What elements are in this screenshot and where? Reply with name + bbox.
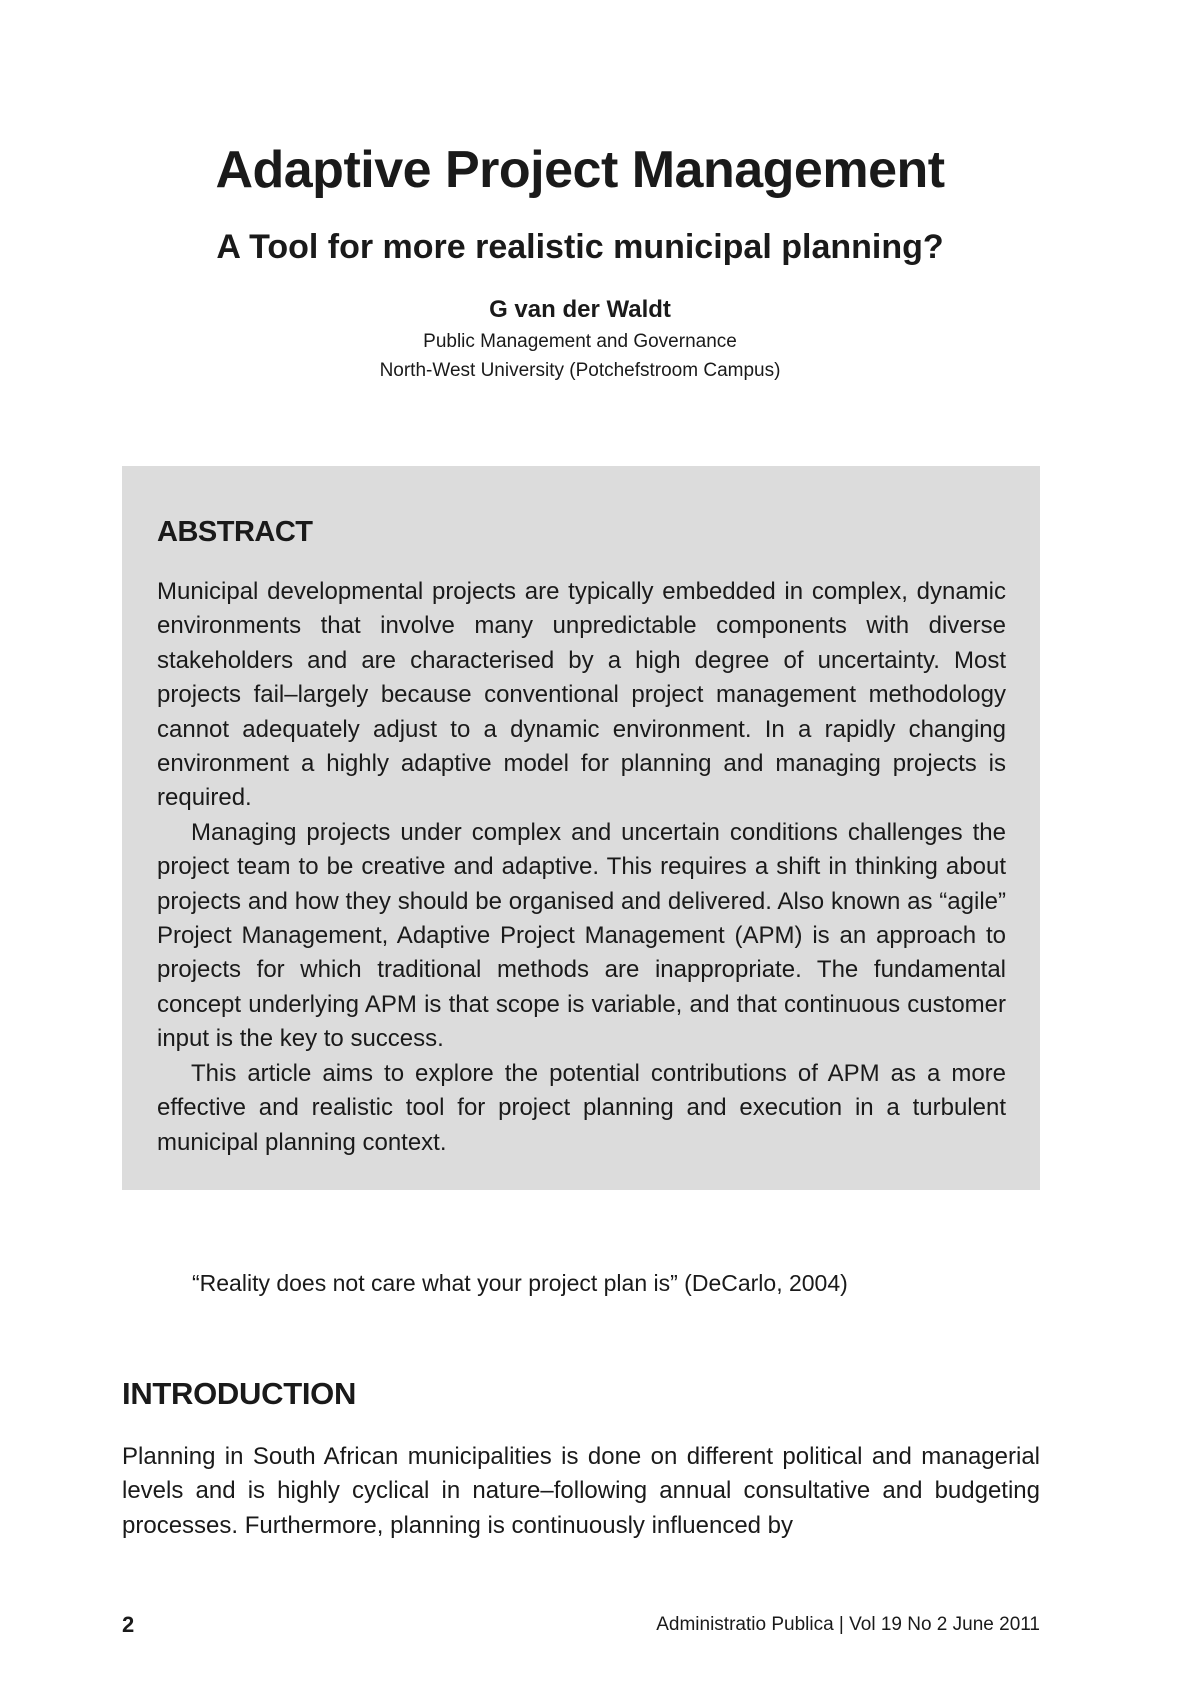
running-footer: Administratio Publica | Vol 19 No 2 June 2011	[656, 1614, 1040, 1635]
author-affiliation-department: Public Management and Governance	[423, 331, 737, 352]
author-name: G van der Waldt	[489, 296, 671, 323]
abstract-paragraph: Managing projects under complex and uncertain conditions challenges the project team to be creative and adaptive. This requires a shift in thinking about projects and how they should be organised and delivered. Also known as “agile” Project Management, Adaptive Project Management (APM) is an approach to projects for which traditional methods are inappropriate. The fundamental concept underlying APM is that scope is variable, and that continuous customer input is the key to success.	[157, 818, 1006, 1053]
introduction-heading: INTRODUCTION	[122, 1376, 357, 1411]
introduction-paragraph: Planning in South African municipalities is done on different political and managerial levels and is highly cyclical in nature–following annual consultative and budgeting processes. Furthermore, planning is continuously influenced by	[122, 1443, 1040, 1539]
abstract-paragraph: Municipal developmental projects are typically embedded in complex, dynamic environments that involve many unpredictable components with diverse stakeholders and are characterised by a high degree of uncertainty. Most projects fail–largely because conventional project management methodology cannot adequately adjust to a dynamic environment. In a rapidly changing environment a highly adaptive model for planning and managing projects is required.	[157, 578, 1006, 812]
article-title: Adaptive Project Management	[215, 141, 945, 199]
article-subtitle: A Tool for more realistic municipal planning?	[216, 228, 944, 266]
abstract-paragraph: This article aims to explore the potential contributions of APM as a more effective and realistic tool for project planning and execution in a turbulent municipal planning context.	[157, 1059, 1006, 1156]
page-number: 2	[122, 1612, 135, 1637]
author-affiliation-university: North-West University (Potchefstroom Campus)	[379, 360, 781, 381]
epigraph-quote: “Reality does not care what your project plan is” (DeCarlo, 2004)	[192, 1270, 848, 1296]
abstract-heading: ABSTRACT	[157, 516, 313, 548]
abstract-box	[122, 466, 1040, 1190]
